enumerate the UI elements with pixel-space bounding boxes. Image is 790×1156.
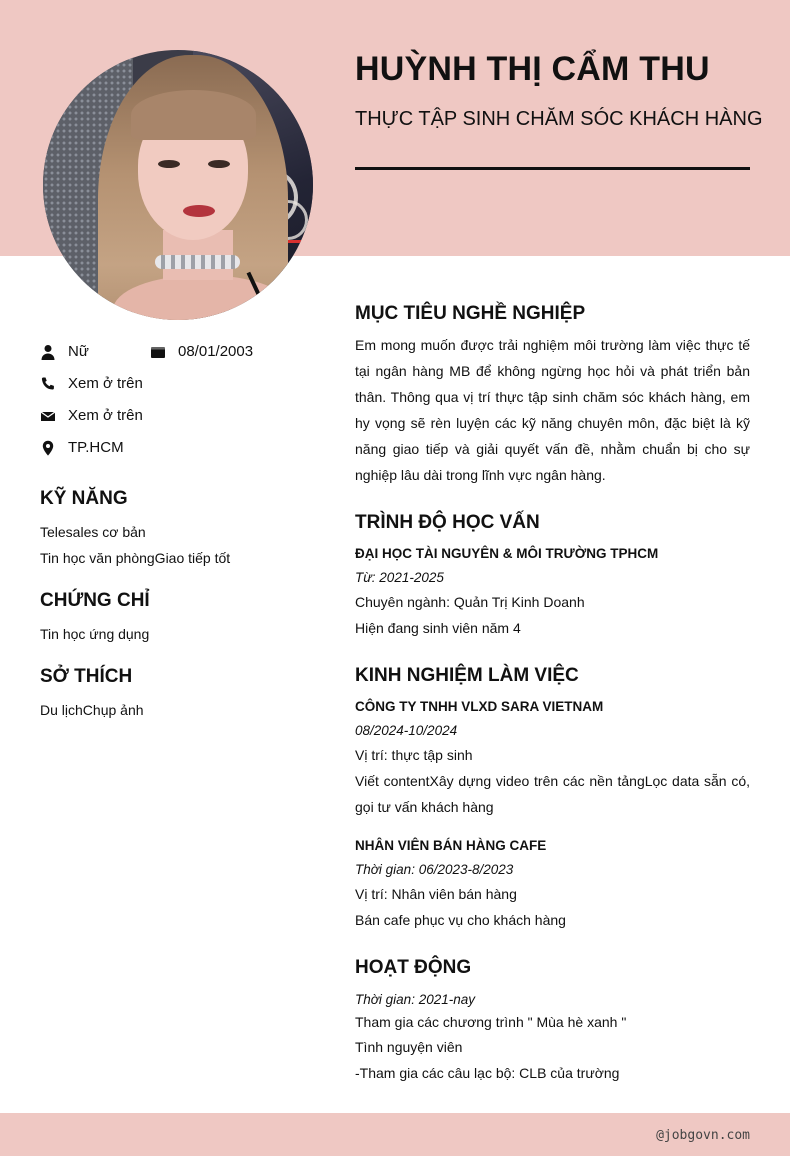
- skills-heading: KỸ NĂNG: [40, 488, 128, 509]
- location-info: [40, 439, 124, 456]
- job-description: Bán cafe phục vụ cho khách hàng: [355, 912, 566, 928]
- school-name: ĐẠI HỌC TÀI NGUYÊN & MÔI TRƯỜNG TPHCM: [355, 546, 659, 561]
- activity-item: Tham gia các chương trình " Mùa hè xanh ": [355, 1014, 627, 1030]
- certificate-item: Tin học ứng dụng: [40, 626, 150, 642]
- phone-icon: [40, 376, 56, 392]
- title-divider: [355, 167, 750, 170]
- activities-period: Thời gian: 2021-nay: [355, 992, 475, 1007]
- activities-heading: HOẠT ĐỘNG: [355, 957, 472, 978]
- job-company: CÔNG TY TNHH VLXD SARA VIETNAM: [355, 699, 604, 714]
- phone-info: [40, 375, 143, 392]
- mail-icon: [40, 408, 56, 424]
- profile-photo: [43, 50, 313, 320]
- education-period: Từ: 2021-2025: [355, 570, 444, 585]
- gender-info: [40, 343, 89, 360]
- footer-site-link[interactable]: @jobgovn.com: [656, 1128, 750, 1143]
- birthdate-info: [150, 343, 253, 360]
- objective-heading: MỤC TIÊU NGHỀ NGHIỆP: [355, 303, 586, 324]
- job-position: Vị trí: thực tập sinh: [355, 747, 473, 763]
- calendar-icon: [150, 344, 166, 360]
- email-value: Xem ở trên: [68, 407, 143, 424]
- person-icon: [40, 344, 56, 360]
- skill-item: Telesales cơ bản: [40, 524, 146, 540]
- certificates-heading: CHỨNG CHỈ: [40, 590, 150, 611]
- education-heading: TRÌNH ĐỘ HỌC VẤN: [355, 512, 540, 533]
- job-title: THỰC TẬP SINH CHĂM SÓC KHÁCH HÀNG: [355, 108, 763, 130]
- job-description: Viết contentXây dựng video trên các nền tảngLọc data sẵn có, gọi tư vấn khách hàng: [355, 773, 750, 815]
- job-company: NHÂN VIÊN BÁN HÀNG CAFE: [355, 838, 547, 853]
- experience-heading: KINH NGHIỆM LÀM VIỆC: [355, 665, 579, 686]
- activity-item: Tình nguyện viên: [355, 1039, 463, 1055]
- job-period: Thời gian: 06/2023-8/2023: [355, 862, 514, 877]
- birthdate-value: 08/01/2003: [178, 343, 254, 360]
- objective-text: Em mong muốn được trải nghiệm môi trường làm việc thực tế tại ngân hàng MB để không ngừng học hỏi và phát triển bản thân. Thông qua vị trí thực tập sinh chăm sóc khách hàng, em hy vọng sẽ rèn luyện các kỹ năng chuyên môn, đặc biệt là kỹ năng giao tiếp và giải quyết vấn đề, nhằm chuẩn bị cho sự nghiệp lâu dài trong lĩnh vực ngân hàng.: [355, 337, 750, 483]
- phone-value: Xem ở trên: [68, 375, 143, 392]
- map-pin-icon: [40, 440, 56, 456]
- hobby-item: Du lịchChụp ảnh: [40, 702, 144, 718]
- hobbies-heading: SỞ THÍCH: [40, 666, 133, 687]
- skill-item: Tin học văn phòngGiao tiếp tốt: [40, 550, 231, 566]
- job-period: 08/2024-10/2024: [355, 723, 458, 738]
- activity-item: -Tham gia các câu lạc bộ: CLB của trường: [355, 1065, 620, 1081]
- job-position: Vị trí: Nhân viên bán hàng: [355, 886, 517, 902]
- education-major: Chuyên ngành: Quản Trị Kinh Doanh: [355, 594, 585, 610]
- email-info: [40, 407, 143, 424]
- location-value: TP.HCM: [68, 439, 124, 456]
- education-status: Hiện đang sinh viên năm 4: [355, 620, 521, 636]
- gender-value: Nữ: [68, 343, 89, 360]
- candidate-name: HUỲNH THỊ CẨM THU: [355, 50, 710, 88]
